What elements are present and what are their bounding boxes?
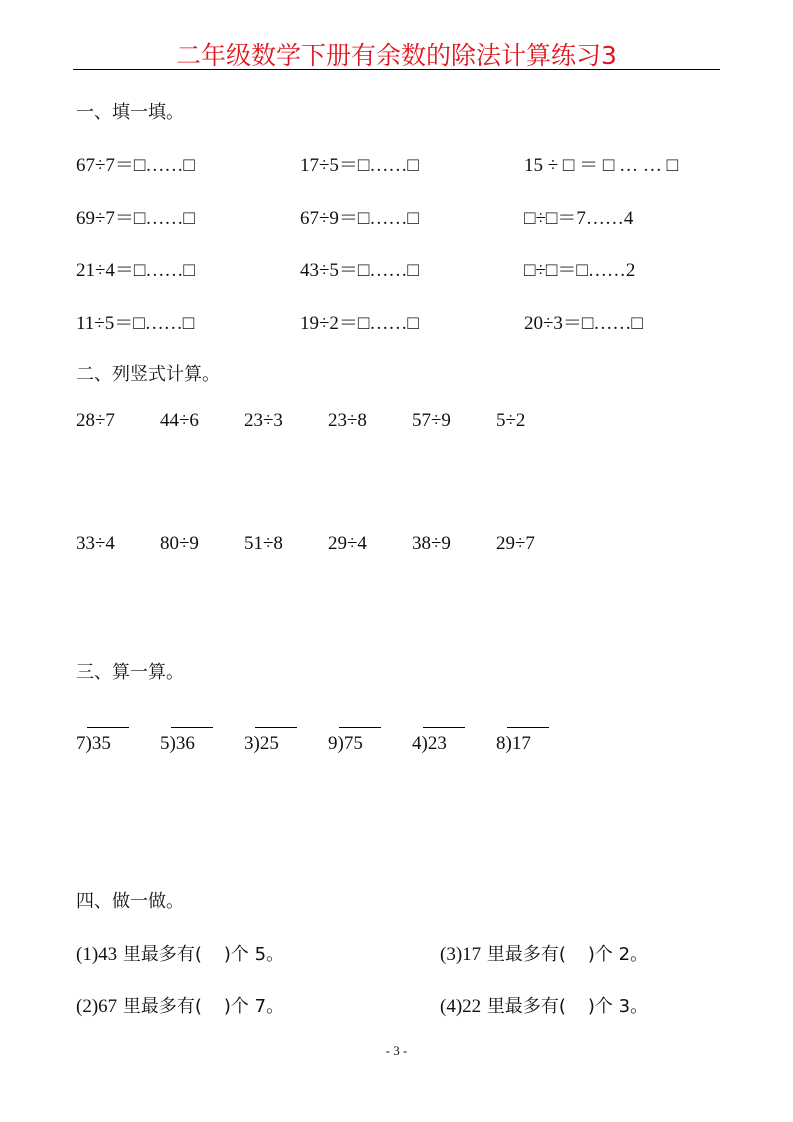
fill-problem: 17÷5＝□……□ xyxy=(300,155,419,176)
division-problem: 80÷9 xyxy=(160,533,199,554)
fill-problem: 67÷7＝□……□ xyxy=(76,155,195,176)
word-question xyxy=(76,940,284,966)
division-problem: 51÷8 xyxy=(244,533,283,554)
division-bracket-bar xyxy=(87,727,129,728)
division-bracket-bar xyxy=(255,727,297,728)
fill-problem: □÷□＝□……2 xyxy=(524,260,636,281)
division-problem: 23÷3 xyxy=(244,410,283,431)
question-tail: )个 2。 xyxy=(587,944,649,965)
long-division-problem: 3)25 xyxy=(244,733,279,754)
question-tail: )个 3。 xyxy=(587,996,649,1017)
section4-heading: 四、做一做。 xyxy=(76,891,184,912)
question-number: (3)17 xyxy=(440,944,482,965)
word-question xyxy=(440,940,648,966)
fill-problem: 15 ÷ □ ＝ □ … … □ xyxy=(524,155,679,176)
division-bracket-bar xyxy=(507,727,549,728)
division-bracket-bar xyxy=(339,727,381,728)
division-problem: 29÷7 xyxy=(496,533,535,554)
division-problem: 57÷9 xyxy=(412,410,451,431)
division-bracket-bar xyxy=(171,727,213,728)
question-tail: )个 7。 xyxy=(223,996,285,1017)
fill-problem: 19÷2＝□……□ xyxy=(300,313,419,334)
division-problem: 28÷7 xyxy=(76,410,115,431)
question-number: (2)67 xyxy=(76,996,118,1017)
question-text: 里最多有( xyxy=(481,996,566,1017)
division-problem: 44÷6 xyxy=(160,410,199,431)
fill-problem: 20÷3＝□……□ xyxy=(524,313,643,334)
question-number: (1)43 xyxy=(76,944,118,965)
fill-problem: 69÷7＝□……□ xyxy=(76,208,195,229)
section1-heading: 一、填一填。 xyxy=(76,102,184,123)
page-title: 二年级数学下册有余数的除法计算练习3 xyxy=(176,41,617,70)
word-question xyxy=(440,992,648,1018)
long-division-problem: 4)23 xyxy=(412,733,447,754)
division-problem: 38÷9 xyxy=(412,533,451,554)
question-text: 里最多有( xyxy=(481,944,566,965)
fill-problem: 21÷4＝□……□ xyxy=(76,260,195,281)
question-text: 里最多有( xyxy=(117,996,202,1017)
question-number: (4)22 xyxy=(440,996,482,1017)
fill-problem: 67÷9＝□……□ xyxy=(300,208,419,229)
division-problem: 5÷2 xyxy=(496,410,526,431)
division-problem: 29÷4 xyxy=(328,533,367,554)
long-division-problem: 7)35 xyxy=(76,733,111,754)
page-number: - 3 - xyxy=(385,1043,408,1058)
long-division-problem: 5)36 xyxy=(160,733,195,754)
word-question xyxy=(76,992,284,1018)
fill-problem: □÷□＝7……4 xyxy=(524,208,634,229)
fill-problem: 11÷5＝□……□ xyxy=(76,313,195,334)
title-underline xyxy=(73,69,720,70)
division-problem: 23÷8 xyxy=(328,410,367,431)
section3-heading: 三、算一算。 xyxy=(76,662,184,683)
fill-problem: 43÷5＝□……□ xyxy=(300,260,419,281)
question-text: 里最多有( xyxy=(117,944,202,965)
long-division-problem: 9)75 xyxy=(328,733,363,754)
long-division-problem: 8)17 xyxy=(496,733,531,754)
division-bracket-bar xyxy=(423,727,465,728)
question-tail: )个 5。 xyxy=(223,944,285,965)
division-problem: 33÷4 xyxy=(76,533,115,554)
section2-heading: 二、列竖式计算。 xyxy=(76,364,220,385)
